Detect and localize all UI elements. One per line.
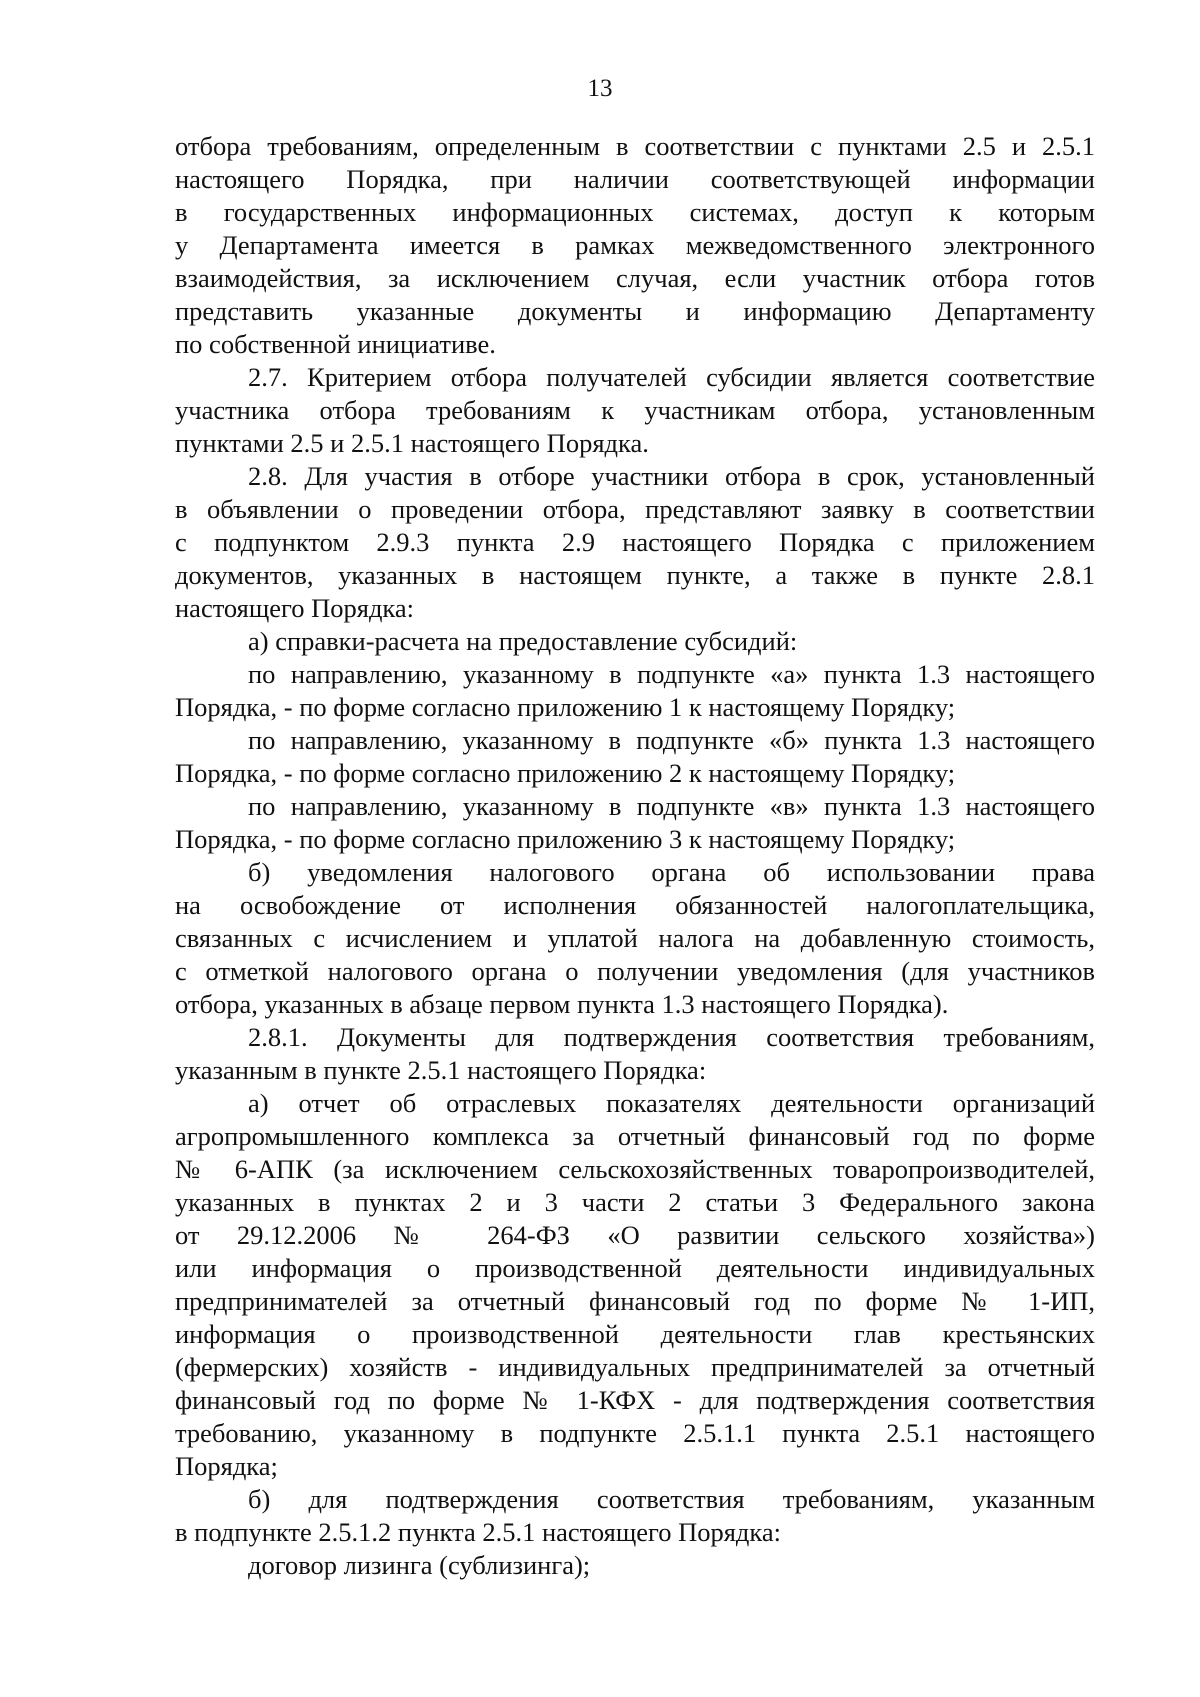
text-line: настоящего Порядка, при наличии соответствующей информации — [175, 164, 1095, 194]
text-line: № 6-АПК (за исключением сельскохозяйственных товаропроизводителей, — [175, 1154, 1095, 1184]
text-line: 2.8. Для участия в отборе участники отбора в срок, установленный — [248, 461, 1095, 491]
text-line: связанных с исчислением и уплатой налога на добавленную стоимость, — [175, 923, 1095, 953]
text-line: пунктами 2.5 и 2.5.1 настоящего Порядка. — [175, 428, 649, 458]
text-line: указанным в пункте 2.5.1 настоящего Порядка: — [175, 1055, 707, 1085]
text-line: договор лизинга (сублизинга); — [248, 1550, 591, 1580]
text-line: требованию, указанному в подпункте 2.5.1.1 пункта 2.5.1 настоящего — [175, 1418, 1095, 1448]
text-line: финансовый год по форме № 1-КФХ - для подтверждения соответствия — [175, 1385, 1095, 1415]
text-line: по направлению, указанному в подпункте «в» пункта 1.3 настоящего — [248, 791, 1095, 821]
text-line: с отметкой налогового органа о получении уведомления (для участников — [175, 956, 1095, 986]
text-line: на освобождение от исполнения обязанностей налогоплательщика, — [175, 890, 1095, 920]
text-line: агропромышленного комплекса за отчетный финансовый год по форме — [175, 1121, 1095, 1151]
text-line: по направлению, указанному в подпункте «б» пункта 1.3 настоящего — [248, 725, 1095, 755]
text-line: в государственных информационных системах, доступ к которым — [175, 197, 1095, 227]
text-line: по направлению, указанному в подпункте «а» пункта 1.3 настоящего — [248, 659, 1095, 689]
text-line: у Департамента имеется в рамках межведомственного электронного — [175, 230, 1095, 260]
text-line: с подпунктом 2.9.3 пункта 2.9 настоящего Порядка с приложением — [175, 527, 1095, 557]
text-line: 2.8.1. Документы для подтверждения соответствия требованиям, — [248, 1022, 1095, 1052]
text-line: (фермерских) хозяйств - индивидуальных предпринимателей за отчетный — [175, 1352, 1095, 1382]
text-line: Порядка; — [175, 1451, 278, 1481]
text-line: отбора, указанных в абзаце первом пункта 1.3 настоящего Порядка). — [175, 989, 949, 1019]
text-line: б) для подтверждения соответствия требованиям, указанным — [248, 1484, 1095, 1514]
text-line: документов, указанных в настоящем пункте, а также в пункте 2.8.1 — [175, 560, 1095, 590]
text-line: в объявлении о проведении отбора, представляют заявку в соответствии — [175, 494, 1095, 524]
text-line: отбора требованиям, определенным в соответствии с пунктами 2.5 и 2.5.1 — [175, 131, 1095, 161]
page-number: 13 — [587, 75, 613, 102]
text-line: от 29.12.2006 № 264-ФЗ «О развитии сельского хозяйства») — [175, 1220, 1095, 1250]
document-body — [175, 130, 1095, 1582]
text-line: 2.7. Критерием отбора получателей субсидии является соответствие — [248, 362, 1095, 392]
text-line: в подпункте 2.5.1.2 пункта 2.5.1 настоящего Порядка: — [175, 1517, 781, 1547]
text-line: настоящего Порядка: — [175, 593, 415, 623]
text-line: Порядка, - по форме согласно приложению 2 к настоящему Порядку; — [175, 758, 956, 788]
text-line: участника отбора требованиям к участникам отбора, установленным — [175, 395, 1095, 425]
text-line: а) справки-расчета на предоставление субсидий: — [248, 626, 798, 656]
text-line: предпринимателей за отчетный финансовый год по форме № 1-ИП, — [175, 1286, 1095, 1316]
text-line: б) уведомления налогового органа об использовании права — [248, 857, 1095, 887]
text-line: а) отчет об отраслевых показателях деятельности организаций — [248, 1088, 1095, 1118]
text-line: Порядка, - по форме согласно приложению 1 к настоящему Порядку; — [175, 692, 956, 722]
text-line: представить указанные документы и информацию Департаменту — [175, 296, 1095, 326]
text-line: или информация о производственной деятельности индивидуальных — [175, 1253, 1095, 1283]
text-line: взаимодействия, за исключением случая, если участник отбора готов — [175, 263, 1095, 293]
text-line: указанных в пунктах 2 и 3 части 2 статьи 3 Федерального закона — [175, 1187, 1095, 1217]
text-line: информация о производственной деятельности глав крестьянских — [175, 1319, 1095, 1349]
text-line: Порядка, - по форме согласно приложению 3 к настоящему Порядку; — [175, 824, 956, 854]
text-line: по собственной инициативе. — [175, 329, 496, 359]
